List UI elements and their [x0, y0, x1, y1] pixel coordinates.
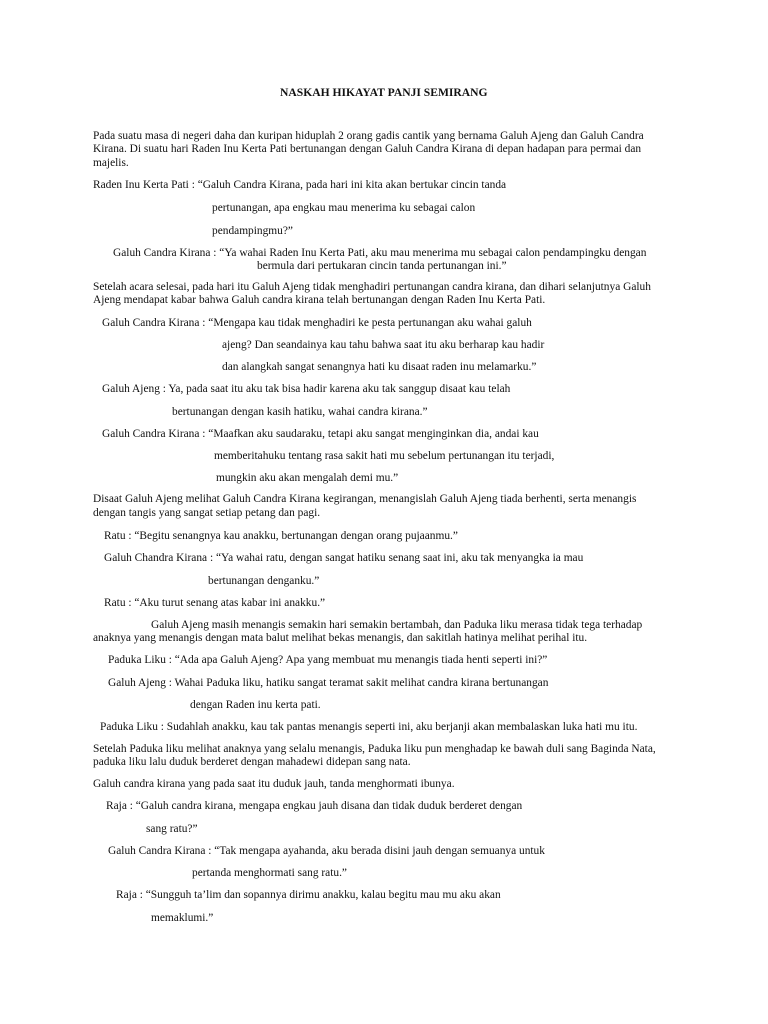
text-line: bermula dari pertukaran cincin tanda pertunangan ini.” [257, 260, 507, 272]
text-line: Galuh Candra Kirana : “Maafkan aku saudaraku, tetapi aku sangat menginginkan dia, andai kau [102, 428, 539, 440]
text-line: Raden Inu Kerta Pati : “Galuh Candra Kirana, pada hari ini kita akan bertukar cincin tanda [93, 179, 507, 191]
text-line: pertanda menghormati sang ratu.” [192, 867, 347, 879]
text-line: mungkin aku akan mengalah demi mu.” [216, 472, 399, 484]
text-line: bertunangan dengan kasih hatiku, wahai candra kirana.” [172, 406, 428, 418]
text-line: anaknya yang menangis dengan mata balut melihat bekas menangis, dan sakitlah hatinya melihat perihal itu. [93, 632, 588, 644]
text-line: Paduka Liku : “Ada apa Galuh Ajeng? Apa yang membuat mu menangis tiada henti seperti ini?” [108, 654, 548, 666]
text-line: Setelah Paduka liku melihat anaknya yang selalu menangis, Paduka liku pun menghadap ke bawah duli sang Baginda Nata, [93, 743, 656, 755]
page-title: NASKAH HIKAYAT PANJI SEMIRANG [280, 86, 488, 99]
text-line: sang ratu?” [146, 823, 198, 835]
text-line: majelis. [93, 157, 129, 169]
text-line: bertunangan denganku.” [208, 575, 320, 587]
text-line: memberitahuku tentang rasa sakit hati mu sebelum pertunangan itu terjadi, [214, 450, 555, 462]
text-line: Setelah acara selesai, pada hari itu Galuh Ajeng tidak menghadiri pertunangan candra kirana, dan dihari selanjutnya Galuh [93, 281, 651, 293]
text-line: Galuh candra kirana yang pada saat itu duduk jauh, tanda menghormati ibunya. [93, 778, 455, 790]
text-line: Galuh Chandra Kirana : “Ya wahai ratu, dengan sangat hatiku senang saat ini, aku tak menyangka ia mau [104, 552, 584, 564]
text-line: dengan Raden inu kerta pati. [190, 699, 321, 711]
text-line: Kirana. Di suatu hari Raden Inu Kerta Pati bertunangan dengan Galuh Candra Kirana di depan hadapan para permai dan [93, 143, 642, 155]
text-line: Galuh Candra Kirana : “Ya wahai Raden Inu Kerta Pati, aku mau menerima mu sebagai calon pendampingku dengan [113, 247, 647, 259]
text-line: dan alangkah sangat senangnya hati ku disaat raden inu melamarku.” [222, 361, 537, 373]
text-line: pertunangan, apa engkau mau menerima ku sebagai calon [212, 202, 476, 214]
text-line: memaklumi.” [151, 912, 214, 924]
text-line: Raja : “Galuh candra kirana, mengapa engkau jauh disana dan tidak duduk berderet dengan [106, 800, 523, 812]
text-line: Galuh Candra Kirana : “Mengapa kau tidak menghadiri ke pesta pertunangan aku wahai galuh [102, 317, 532, 329]
text-line: Disaat Galuh Ajeng melihat Galuh Candra Kirana kegirangan, menangislah Galuh Ajeng tiada berhenti, serta menangis [93, 493, 637, 505]
text-line: dengan tangis yang sangat setiap petang dan pagi. [93, 507, 321, 519]
text-line: Ratu : “Aku turut senang atas kabar ini anakku.” [104, 597, 326, 609]
text-line: Galuh Ajeng masih menangis semakin hari semakin bertambah, dan Paduka liku merasa tidak tega terhadap [151, 619, 643, 631]
text-line: Paduka Liku : Sudahlah anakku, kau tak pantas menangis seperti ini, aku berjanji akan membalaskan luka hati mu itu. [100, 721, 638, 733]
text-line: Galuh Ajeng : Wahai Paduka liku, hatiku sangat teramat sakit melihat candra kirana bertunangan [108, 677, 549, 689]
text-line: Ajeng mendapat kabar bahwa Galuh candra kirana telah bertunangan dengan Raden Inu Kerta Pati. [93, 294, 546, 306]
text-line: pendampingmu?” [212, 225, 293, 237]
text-line: paduka liku lalu duduk berderet dengan mahadewi didepan sang nata. [93, 756, 411, 768]
text-line: Ratu : “Begitu senangnya kau anakku, bertunangan dengan orang pujaanmu.” [104, 530, 458, 542]
text-line: Galuh Candra Kirana : “Tak mengapa ayahanda, aku berada disini jauh dengan semuanya untuk [108, 845, 545, 857]
text-line: Galuh Ajeng : Ya, pada saat itu aku tak bisa hadir karena aku tak sanggup disaat kau telah [102, 383, 511, 395]
text-line: Pada suatu masa di negeri daha dan kuripan hiduplah 2 orang gadis cantik yang bernama Galuh Ajeng dan Galuh Candra [93, 130, 644, 142]
text-line: ajeng? Dan seandainya kau tahu bahwa saat itu aku berharap kau hadir [222, 339, 545, 351]
text-line: Raja : “Sungguh ta’lim dan sopannya dirimu anakku, kalau begitu mau mu aku akan [116, 889, 501, 901]
